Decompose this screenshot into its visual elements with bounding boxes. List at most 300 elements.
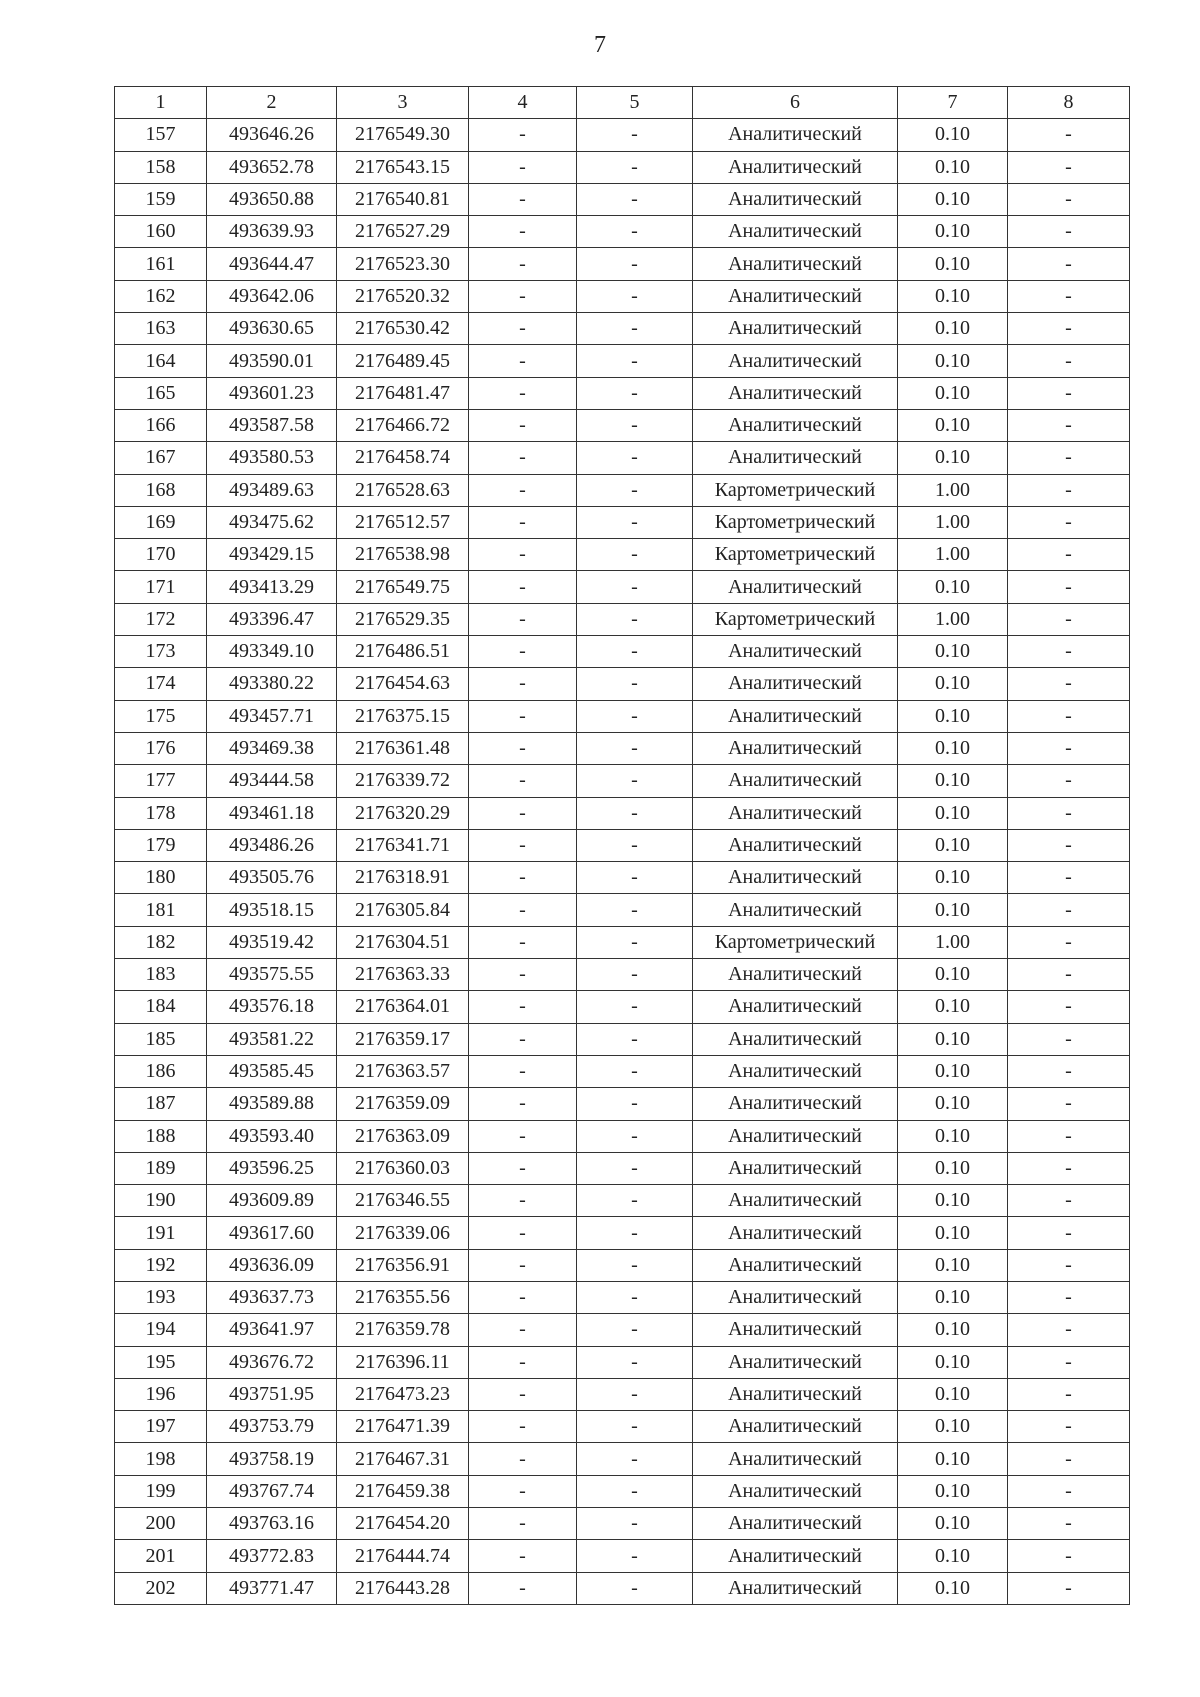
x-coordinate-cell: 493636.09 bbox=[207, 1249, 337, 1281]
column-5-cell: - bbox=[577, 765, 693, 797]
column-4-cell: - bbox=[469, 1572, 577, 1604]
column-5-cell: - bbox=[577, 1378, 693, 1410]
column-8-cell: - bbox=[1008, 474, 1130, 506]
x-coordinate-cell: 493771.47 bbox=[207, 1572, 337, 1604]
table-row bbox=[115, 1314, 1130, 1346]
method-cell: Аналитический bbox=[693, 183, 898, 215]
accuracy-cell: 0.10 bbox=[898, 1217, 1008, 1249]
method-cell: Аналитический bbox=[693, 894, 898, 926]
point-number-cell: 195 bbox=[115, 1346, 207, 1378]
column-5-cell: - bbox=[577, 1508, 693, 1540]
table-row bbox=[115, 829, 1130, 861]
column-5-cell: - bbox=[577, 248, 693, 280]
method-cell: Аналитический bbox=[693, 1185, 898, 1217]
table-row bbox=[115, 1120, 1130, 1152]
y-coordinate-cell: 2176359.09 bbox=[337, 1088, 469, 1120]
point-number-cell: 186 bbox=[115, 1055, 207, 1087]
column-5-cell: - bbox=[577, 1443, 693, 1475]
x-coordinate-cell: 493396.47 bbox=[207, 603, 337, 635]
column-5-cell: - bbox=[577, 183, 693, 215]
accuracy-cell: 1.00 bbox=[898, 506, 1008, 538]
method-cell: Аналитический bbox=[693, 571, 898, 603]
method-cell: Аналитический bbox=[693, 280, 898, 312]
accuracy-cell: 0.10 bbox=[898, 1152, 1008, 1184]
table-row bbox=[115, 377, 1130, 409]
table-row bbox=[115, 345, 1130, 377]
y-coordinate-cell: 2176454.63 bbox=[337, 668, 469, 700]
x-coordinate-cell: 493518.15 bbox=[207, 894, 337, 926]
x-coordinate-cell: 493639.93 bbox=[207, 216, 337, 248]
accuracy-cell: 0.10 bbox=[898, 894, 1008, 926]
column-8-cell: - bbox=[1008, 183, 1130, 215]
column-4-cell: - bbox=[469, 1185, 577, 1217]
point-number-cell: 166 bbox=[115, 409, 207, 441]
column-4-cell: - bbox=[469, 732, 577, 764]
y-coordinate-cell: 2176458.74 bbox=[337, 442, 469, 474]
table-row bbox=[115, 313, 1130, 345]
y-coordinate-cell: 2176339.06 bbox=[337, 1217, 469, 1249]
point-number-cell: 163 bbox=[115, 313, 207, 345]
column-4-cell: - bbox=[469, 409, 577, 441]
y-coordinate-cell: 2176549.30 bbox=[337, 119, 469, 151]
x-coordinate-cell: 493519.42 bbox=[207, 926, 337, 958]
y-coordinate-cell: 2176361.48 bbox=[337, 732, 469, 764]
column-8-cell: - bbox=[1008, 409, 1130, 441]
point-number-cell: 194 bbox=[115, 1314, 207, 1346]
table-row bbox=[115, 1217, 1130, 1249]
x-coordinate-cell: 493763.16 bbox=[207, 1508, 337, 1540]
y-coordinate-cell: 2176359.78 bbox=[337, 1314, 469, 1346]
table-row bbox=[115, 474, 1130, 506]
point-number-cell: 174 bbox=[115, 668, 207, 700]
column-8-cell: - bbox=[1008, 248, 1130, 280]
column-4-cell: - bbox=[469, 571, 577, 603]
table-row bbox=[115, 700, 1130, 732]
point-number-cell: 157 bbox=[115, 119, 207, 151]
x-coordinate-cell: 493642.06 bbox=[207, 280, 337, 312]
y-coordinate-cell: 2176471.39 bbox=[337, 1411, 469, 1443]
table-row bbox=[115, 1475, 1130, 1507]
column-header: 6 bbox=[693, 87, 898, 119]
column-4-cell: - bbox=[469, 442, 577, 474]
column-8-cell: - bbox=[1008, 313, 1130, 345]
table-row bbox=[115, 506, 1130, 538]
method-cell: Аналитический bbox=[693, 1152, 898, 1184]
y-coordinate-cell: 2176529.35 bbox=[337, 603, 469, 635]
column-5-cell: - bbox=[577, 539, 693, 571]
column-4-cell: - bbox=[469, 506, 577, 538]
method-cell: Аналитический bbox=[693, 1023, 898, 1055]
table-row bbox=[115, 571, 1130, 603]
table-row bbox=[115, 603, 1130, 635]
column-5-cell: - bbox=[577, 151, 693, 183]
method-cell: Аналитический bbox=[693, 1572, 898, 1604]
table-row bbox=[115, 894, 1130, 926]
column-4-cell: - bbox=[469, 991, 577, 1023]
column-4-cell: - bbox=[469, 1314, 577, 1346]
point-number-cell: 172 bbox=[115, 603, 207, 635]
column-4-cell: - bbox=[469, 1346, 577, 1378]
column-8-cell: - bbox=[1008, 506, 1130, 538]
point-number-cell: 201 bbox=[115, 1540, 207, 1572]
column-4-cell: - bbox=[469, 474, 577, 506]
y-coordinate-cell: 2176540.81 bbox=[337, 183, 469, 215]
point-number-cell: 189 bbox=[115, 1152, 207, 1184]
table-row bbox=[115, 1281, 1130, 1313]
point-number-cell: 191 bbox=[115, 1217, 207, 1249]
accuracy-cell: 0.10 bbox=[898, 1055, 1008, 1087]
point-number-cell: 185 bbox=[115, 1023, 207, 1055]
column-8-cell: - bbox=[1008, 1411, 1130, 1443]
table-row bbox=[115, 668, 1130, 700]
column-4-cell: - bbox=[469, 765, 577, 797]
x-coordinate-cell: 493650.88 bbox=[207, 183, 337, 215]
y-coordinate-cell: 2176305.84 bbox=[337, 894, 469, 926]
table-row bbox=[115, 1378, 1130, 1410]
y-coordinate-cell: 2176363.09 bbox=[337, 1120, 469, 1152]
column-5-cell: - bbox=[577, 636, 693, 668]
y-coordinate-cell: 2176467.31 bbox=[337, 1443, 469, 1475]
method-cell: Аналитический bbox=[693, 216, 898, 248]
accuracy-cell: 0.10 bbox=[898, 1185, 1008, 1217]
x-coordinate-cell: 493580.53 bbox=[207, 442, 337, 474]
table-row bbox=[115, 1540, 1130, 1572]
column-4-cell: - bbox=[469, 829, 577, 861]
method-cell: Аналитический bbox=[693, 959, 898, 991]
method-cell: Картометрический bbox=[693, 474, 898, 506]
x-coordinate-cell: 493587.58 bbox=[207, 409, 337, 441]
y-coordinate-cell: 2176320.29 bbox=[337, 797, 469, 829]
method-cell: Аналитический bbox=[693, 1249, 898, 1281]
method-cell: Аналитический bbox=[693, 636, 898, 668]
method-cell: Аналитический bbox=[693, 248, 898, 280]
y-coordinate-cell: 2176339.72 bbox=[337, 765, 469, 797]
column-5-cell: - bbox=[577, 1185, 693, 1217]
accuracy-cell: 0.10 bbox=[898, 442, 1008, 474]
column-8-cell: - bbox=[1008, 1346, 1130, 1378]
y-coordinate-cell: 2176527.29 bbox=[337, 216, 469, 248]
column-4-cell: - bbox=[469, 345, 577, 377]
y-coordinate-cell: 2176375.15 bbox=[337, 700, 469, 732]
accuracy-cell: 1.00 bbox=[898, 926, 1008, 958]
column-4-cell: - bbox=[469, 539, 577, 571]
accuracy-cell: 0.10 bbox=[898, 668, 1008, 700]
column-8-cell: - bbox=[1008, 991, 1130, 1023]
column-4-cell: - bbox=[469, 1217, 577, 1249]
table-row bbox=[115, 862, 1130, 894]
accuracy-cell: 0.10 bbox=[898, 280, 1008, 312]
method-cell: Аналитический bbox=[693, 442, 898, 474]
method-cell: Аналитический bbox=[693, 345, 898, 377]
y-coordinate-cell: 2176466.72 bbox=[337, 409, 469, 441]
accuracy-cell: 0.10 bbox=[898, 765, 1008, 797]
method-cell: Картометрический bbox=[693, 539, 898, 571]
accuracy-cell: 0.10 bbox=[898, 1411, 1008, 1443]
x-coordinate-cell: 493413.29 bbox=[207, 571, 337, 603]
column-8-cell: - bbox=[1008, 345, 1130, 377]
method-cell: Картометрический bbox=[693, 926, 898, 958]
column-8-cell: - bbox=[1008, 829, 1130, 861]
method-cell: Аналитический bbox=[693, 1346, 898, 1378]
column-5-cell: - bbox=[577, 1314, 693, 1346]
column-header: 8 bbox=[1008, 87, 1130, 119]
table-row bbox=[115, 280, 1130, 312]
point-number-cell: 180 bbox=[115, 862, 207, 894]
table-row bbox=[115, 1572, 1130, 1604]
table-row bbox=[115, 1508, 1130, 1540]
point-number-cell: 165 bbox=[115, 377, 207, 409]
x-coordinate-cell: 493652.78 bbox=[207, 151, 337, 183]
point-number-cell: 198 bbox=[115, 1443, 207, 1475]
method-cell: Картометрический bbox=[693, 603, 898, 635]
column-8-cell: - bbox=[1008, 1055, 1130, 1087]
point-number-cell: 161 bbox=[115, 248, 207, 280]
column-4-cell: - bbox=[469, 1281, 577, 1313]
accuracy-cell: 0.10 bbox=[898, 345, 1008, 377]
y-coordinate-cell: 2176355.56 bbox=[337, 1281, 469, 1313]
x-coordinate-cell: 493596.25 bbox=[207, 1152, 337, 1184]
accuracy-cell: 0.10 bbox=[898, 119, 1008, 151]
column-8-cell: - bbox=[1008, 1023, 1130, 1055]
point-number-cell: 169 bbox=[115, 506, 207, 538]
method-cell: Аналитический bbox=[693, 1120, 898, 1152]
table-row bbox=[115, 926, 1130, 958]
accuracy-cell: 0.10 bbox=[898, 409, 1008, 441]
column-8-cell: - bbox=[1008, 571, 1130, 603]
accuracy-cell: 1.00 bbox=[898, 474, 1008, 506]
point-number-cell: 162 bbox=[115, 280, 207, 312]
method-cell: Аналитический bbox=[693, 1281, 898, 1313]
column-4-cell: - bbox=[469, 280, 577, 312]
column-8-cell: - bbox=[1008, 539, 1130, 571]
column-5-cell: - bbox=[577, 1217, 693, 1249]
column-5-cell: - bbox=[577, 700, 693, 732]
table-row bbox=[115, 248, 1130, 280]
x-coordinate-cell: 493617.60 bbox=[207, 1217, 337, 1249]
x-coordinate-cell: 493575.55 bbox=[207, 959, 337, 991]
accuracy-cell: 0.10 bbox=[898, 571, 1008, 603]
column-4-cell: - bbox=[469, 1540, 577, 1572]
column-5-cell: - bbox=[577, 377, 693, 409]
table-row bbox=[115, 442, 1130, 474]
column-5-cell: - bbox=[577, 1120, 693, 1152]
column-8-cell: - bbox=[1008, 1508, 1130, 1540]
accuracy-cell: 0.10 bbox=[898, 151, 1008, 183]
method-cell: Аналитический bbox=[693, 313, 898, 345]
column-5-cell: - bbox=[577, 797, 693, 829]
x-coordinate-cell: 493461.18 bbox=[207, 797, 337, 829]
table-row bbox=[115, 1249, 1130, 1281]
column-4-cell: - bbox=[469, 1475, 577, 1507]
point-number-cell: 164 bbox=[115, 345, 207, 377]
y-coordinate-cell: 2176341.71 bbox=[337, 829, 469, 861]
column-5-cell: - bbox=[577, 1572, 693, 1604]
x-coordinate-cell: 493505.76 bbox=[207, 862, 337, 894]
accuracy-cell: 0.10 bbox=[898, 183, 1008, 215]
column-8-cell: - bbox=[1008, 1088, 1130, 1120]
x-coordinate-cell: 493444.58 bbox=[207, 765, 337, 797]
column-5-cell: - bbox=[577, 1152, 693, 1184]
column-4-cell: - bbox=[469, 926, 577, 958]
y-coordinate-cell: 2176486.51 bbox=[337, 636, 469, 668]
y-coordinate-cell: 2176523.30 bbox=[337, 248, 469, 280]
point-number-cell: 184 bbox=[115, 991, 207, 1023]
point-number-cell: 159 bbox=[115, 183, 207, 215]
column-4-cell: - bbox=[469, 700, 577, 732]
y-coordinate-cell: 2176473.23 bbox=[337, 1378, 469, 1410]
accuracy-cell: 0.10 bbox=[898, 732, 1008, 764]
table-row bbox=[115, 539, 1130, 571]
column-5-cell: - bbox=[577, 926, 693, 958]
coordinates-table bbox=[114, 86, 1130, 1605]
column-5-cell: - bbox=[577, 280, 693, 312]
table-row bbox=[115, 1346, 1130, 1378]
column-5-cell: - bbox=[577, 991, 693, 1023]
method-cell: Аналитический bbox=[693, 1508, 898, 1540]
column-5-cell: - bbox=[577, 474, 693, 506]
column-5-cell: - bbox=[577, 1023, 693, 1055]
column-8-cell: - bbox=[1008, 119, 1130, 151]
column-8-cell: - bbox=[1008, 151, 1130, 183]
x-coordinate-cell: 493457.71 bbox=[207, 700, 337, 732]
x-coordinate-cell: 493581.22 bbox=[207, 1023, 337, 1055]
accuracy-cell: 0.10 bbox=[898, 1281, 1008, 1313]
column-4-cell: - bbox=[469, 1023, 577, 1055]
column-5-cell: - bbox=[577, 1249, 693, 1281]
y-coordinate-cell: 2176360.03 bbox=[337, 1152, 469, 1184]
method-cell: Аналитический bbox=[693, 862, 898, 894]
accuracy-cell: 0.10 bbox=[898, 248, 1008, 280]
column-8-cell: - bbox=[1008, 280, 1130, 312]
point-number-cell: 175 bbox=[115, 700, 207, 732]
accuracy-cell: 0.10 bbox=[898, 1088, 1008, 1120]
column-4-cell: - bbox=[469, 603, 577, 635]
x-coordinate-cell: 493380.22 bbox=[207, 668, 337, 700]
column-8-cell: - bbox=[1008, 1152, 1130, 1184]
column-header: 3 bbox=[337, 87, 469, 119]
column-8-cell: - bbox=[1008, 1249, 1130, 1281]
x-coordinate-cell: 493349.10 bbox=[207, 636, 337, 668]
y-coordinate-cell: 2176549.75 bbox=[337, 571, 469, 603]
column-5-cell: - bbox=[577, 571, 693, 603]
method-cell: Аналитический bbox=[693, 1314, 898, 1346]
column-4-cell: - bbox=[469, 894, 577, 926]
column-8-cell: - bbox=[1008, 894, 1130, 926]
accuracy-cell: 0.10 bbox=[898, 1443, 1008, 1475]
page-number: 7 bbox=[594, 32, 606, 58]
y-coordinate-cell: 2176481.47 bbox=[337, 377, 469, 409]
method-cell: Аналитический bbox=[693, 829, 898, 861]
method-cell: Аналитический bbox=[693, 1475, 898, 1507]
column-8-cell: - bbox=[1008, 442, 1130, 474]
accuracy-cell: 0.10 bbox=[898, 1249, 1008, 1281]
accuracy-cell: 1.00 bbox=[898, 539, 1008, 571]
column-4-cell: - bbox=[469, 313, 577, 345]
y-coordinate-cell: 2176304.51 bbox=[337, 926, 469, 958]
point-number-cell: 177 bbox=[115, 765, 207, 797]
method-cell: Аналитический bbox=[693, 119, 898, 151]
column-8-cell: - bbox=[1008, 1378, 1130, 1410]
point-number-cell: 178 bbox=[115, 797, 207, 829]
table-row bbox=[115, 1411, 1130, 1443]
point-number-cell: 168 bbox=[115, 474, 207, 506]
x-coordinate-cell: 493676.72 bbox=[207, 1346, 337, 1378]
table-row bbox=[115, 1443, 1130, 1475]
method-cell: Аналитический bbox=[693, 377, 898, 409]
column-4-cell: - bbox=[469, 668, 577, 700]
column-5-cell: - bbox=[577, 216, 693, 248]
column-5-cell: - bbox=[577, 345, 693, 377]
column-4-cell: - bbox=[469, 119, 577, 151]
point-number-cell: 197 bbox=[115, 1411, 207, 1443]
column-4-cell: - bbox=[469, 1120, 577, 1152]
y-coordinate-cell: 2176346.55 bbox=[337, 1185, 469, 1217]
column-8-cell: - bbox=[1008, 862, 1130, 894]
y-coordinate-cell: 2176454.20 bbox=[337, 1508, 469, 1540]
method-cell: Аналитический bbox=[693, 1055, 898, 1087]
column-8-cell: - bbox=[1008, 1314, 1130, 1346]
table-row bbox=[115, 991, 1130, 1023]
column-header: 2 bbox=[207, 87, 337, 119]
column-5-cell: - bbox=[577, 313, 693, 345]
method-cell: Аналитический bbox=[693, 700, 898, 732]
x-coordinate-cell: 493589.88 bbox=[207, 1088, 337, 1120]
y-coordinate-cell: 2176356.91 bbox=[337, 1249, 469, 1281]
x-coordinate-cell: 493646.26 bbox=[207, 119, 337, 151]
point-number-cell: 171 bbox=[115, 571, 207, 603]
accuracy-cell: 0.10 bbox=[898, 797, 1008, 829]
column-4-cell: - bbox=[469, 1055, 577, 1087]
header-row bbox=[115, 87, 1130, 119]
column-5-cell: - bbox=[577, 1540, 693, 1572]
y-coordinate-cell: 2176363.33 bbox=[337, 959, 469, 991]
column-5-cell: - bbox=[577, 409, 693, 441]
point-number-cell: 173 bbox=[115, 636, 207, 668]
accuracy-cell: 1.00 bbox=[898, 603, 1008, 635]
column-4-cell: - bbox=[469, 183, 577, 215]
x-coordinate-cell: 493641.97 bbox=[207, 1314, 337, 1346]
column-8-cell: - bbox=[1008, 700, 1130, 732]
method-cell: Аналитический bbox=[693, 1088, 898, 1120]
method-cell: Аналитический bbox=[693, 1411, 898, 1443]
point-number-cell: 183 bbox=[115, 959, 207, 991]
x-coordinate-cell: 493751.95 bbox=[207, 1378, 337, 1410]
column-4-cell: - bbox=[469, 959, 577, 991]
method-cell: Аналитический bbox=[693, 732, 898, 764]
table-row bbox=[115, 1185, 1130, 1217]
point-number-cell: 176 bbox=[115, 732, 207, 764]
table-row bbox=[115, 732, 1130, 764]
accuracy-cell: 0.10 bbox=[898, 1120, 1008, 1152]
column-8-cell: - bbox=[1008, 765, 1130, 797]
x-coordinate-cell: 493630.65 bbox=[207, 313, 337, 345]
column-5-cell: - bbox=[577, 1475, 693, 1507]
column-4-cell: - bbox=[469, 1249, 577, 1281]
method-cell: Картометрический bbox=[693, 506, 898, 538]
method-cell: Аналитический bbox=[693, 991, 898, 1023]
x-coordinate-cell: 493593.40 bbox=[207, 1120, 337, 1152]
accuracy-cell: 0.10 bbox=[898, 216, 1008, 248]
method-cell: Аналитический bbox=[693, 797, 898, 829]
column-5-cell: - bbox=[577, 894, 693, 926]
y-coordinate-cell: 2176512.57 bbox=[337, 506, 469, 538]
column-header: 1 bbox=[115, 87, 207, 119]
method-cell: Аналитический bbox=[693, 668, 898, 700]
accuracy-cell: 0.10 bbox=[898, 959, 1008, 991]
column-5-cell: - bbox=[577, 442, 693, 474]
table-row bbox=[115, 1055, 1130, 1087]
column-8-cell: - bbox=[1008, 216, 1130, 248]
